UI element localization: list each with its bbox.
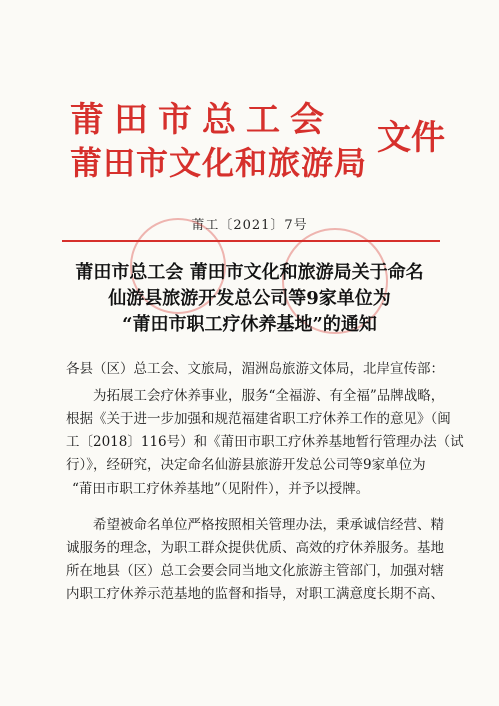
paragraph-line: 所在地县（区）总工会要会同当地文化旅游主管部门，加强对辖 [66, 563, 444, 579]
issuer-trade-union: 莆田市总工会 [70, 100, 334, 140]
notice-title-line: 莆田市总工会 莆田市文化和旅游局关于命名 [75, 262, 424, 283]
paragraph-line: 为拓展工会疗休养事业，服务“全福游、有全福”品牌战略， [93, 388, 445, 404]
document-number: 莆工〔2021〕7号 [191, 218, 308, 233]
paragraph-line: 工〔2018〕116号）和《莆田市职工疗休养基地暂行管理办法（试 [66, 434, 464, 450]
red-divider-line [62, 240, 440, 242]
notice-title-line: “莆田市职工疗休养基地”的通知 [122, 314, 377, 335]
paragraph-line: 内职工疗休养示范基地的监督和指导，对职工满意度长期不高、 [66, 586, 444, 602]
paragraph-line: 希望被命名单位严格按照相关管理办法，秉承诚信经营、精 [93, 517, 444, 533]
paragraph-line: “莆田市职工疗休养基地”（见附件），并予以授牌。 [72, 481, 370, 497]
document-type-label: 文件 [377, 118, 445, 158]
issuer-culture-tourism-bureau: 莆田市文化和旅游局 [70, 144, 368, 182]
addressee-line: 各县（区）总工会、文旅局，湄洲岛旅游文体局，北岸宣传部： [66, 361, 444, 377]
paragraph-line: 根据《关于进一步加强和规范福建省职工疗休养工作的意见》（闽 [66, 411, 451, 427]
paragraph-line: 行）》，经研究，决定命名仙游县旅游开发总公司等9家单位为 [66, 457, 426, 473]
notice-title-line: 仙游县旅游开发总公司等9家单位为 [108, 288, 391, 309]
paragraph-line: 诚服务的理念，为职工群众提供优质、高效的疗休养服务。基地 [66, 540, 444, 556]
